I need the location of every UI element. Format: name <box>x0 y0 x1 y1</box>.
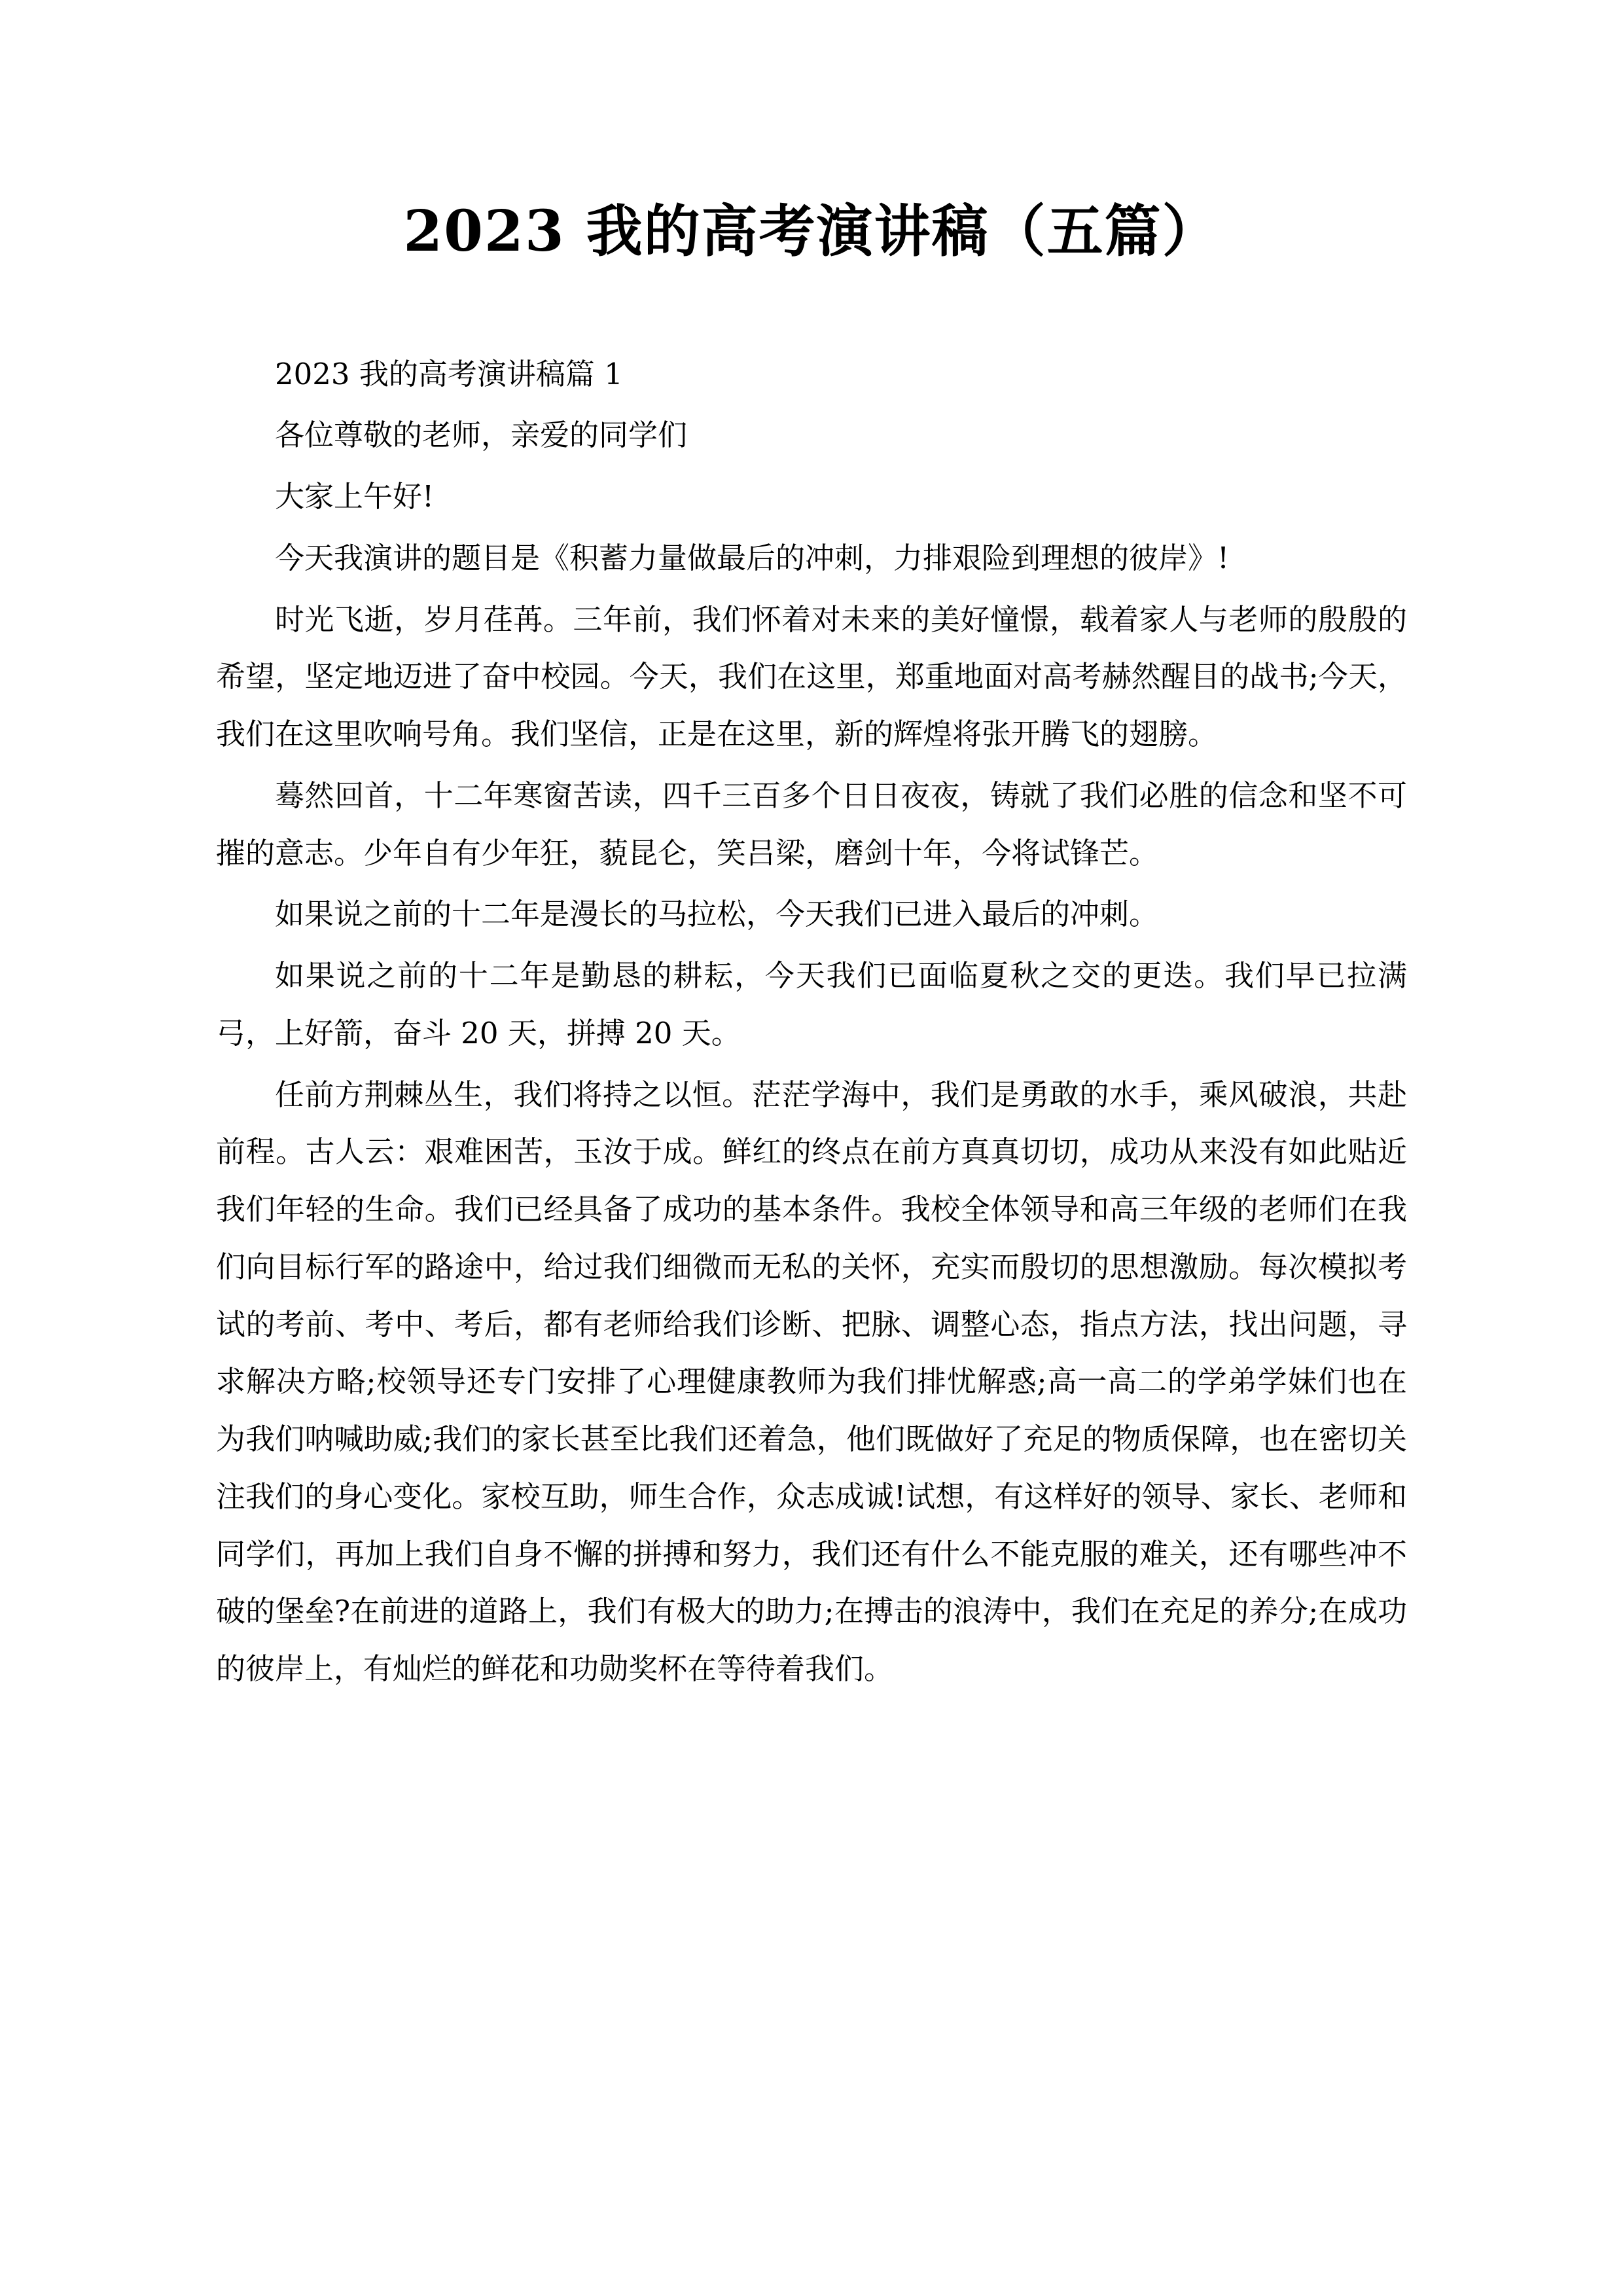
paragraph-body-1: 时光飞逝，岁月荏苒。三年前，我们怀着对未来的美好憧憬，载着家人与老师的殷殷的希望，坚定地迈进了奋中校园。今天，我们在这里，郑重地面对高考赫然醒目的战书;今天，我们在这里吹响号角。我们坚信，正是在这里，新的辉煌将张开腾飞的翅膀。 <box>216 601 1407 751</box>
paragraph-heading-1: 2023 我的高考演讲稿篇 1 <box>275 356 623 391</box>
paragraph-salutation: 各位尊敬的老师，亲爱的同学们 <box>275 418 688 453</box>
document-body <box>216 346 1407 1698</box>
paragraph-body-4: 如果说之前的十二年是勤恳的耕耘，今天我们已面临夏秋之交的更迭。我们早已拉满弓，上好箭，奋斗 20 天，拼搏 20 天。 <box>216 958 1407 1050</box>
page-title: 2023 我的高考演讲稿（五篇） <box>403 198 1220 264</box>
paragraph-greeting: 大家上午好! <box>275 479 435 514</box>
paragraph-body-2: 蓦然回首，十二年寒窗苦读，四千三百多个日日夜夜，铸就了我们必胜的信念和坚不可摧的意志。少年自有少年狂，藐昆仑，笑吕梁，磨剑十年，今将试锋芒。 <box>216 778 1407 870</box>
paragraph-topic: 今天我演讲的题目是《积蓄力量做最后的冲刺，力排艰险到理想的彼岸》! <box>275 540 1230 575</box>
paragraph-body-3: 如果说之前的十二年是漫长的马拉松，今天我们已进入最后的冲刺。 <box>275 897 1159 932</box>
paragraph-body-5: 任前方荆棘丛生，我们将持之以恒。茫茫学海中，我们是勇敢的水手，乘风破浪，共赴前程。古人云：艰难困苦，玉汝于成。鲜红的终点在前方真真切切，成功从来没有如此贴近我们年轻的生命。我们已经具备了成功的基本条件。我校全体领导和高三年级的老师们在我们向目标行军的路途中，给过我们细微而无私的关怀，充实而殷切的思想激励。每次模拟考试的考前、考中、考后，都有老师给我们诊断、把脉、调整心态，指点方法，找出问题，寻求解决方略;校领导还专门安排了心理健康教师为我们排忧解惑;高一高二的学弟学妹们也在为我们呐喊助威;我们的家长甚至比我们还着急，他们既做好了充足的物质保障，也在密切关注我们的身心变化。家校互助，师生合作，众志成诚!试想，有这样好的领导、家长、老师和同学们，再加上我们自身不懈的拼搏和努力，我们还有什么不能克服的难关，还有哪些冲不破的堡垒?在前进的道路上，我们有极大的助力;在搏击的浪涛中，我们在充足的养分;在成功的彼岸上，有灿烂的鲜花和功勋奖杯在等待着我们。 <box>216 1077 1407 1686</box>
